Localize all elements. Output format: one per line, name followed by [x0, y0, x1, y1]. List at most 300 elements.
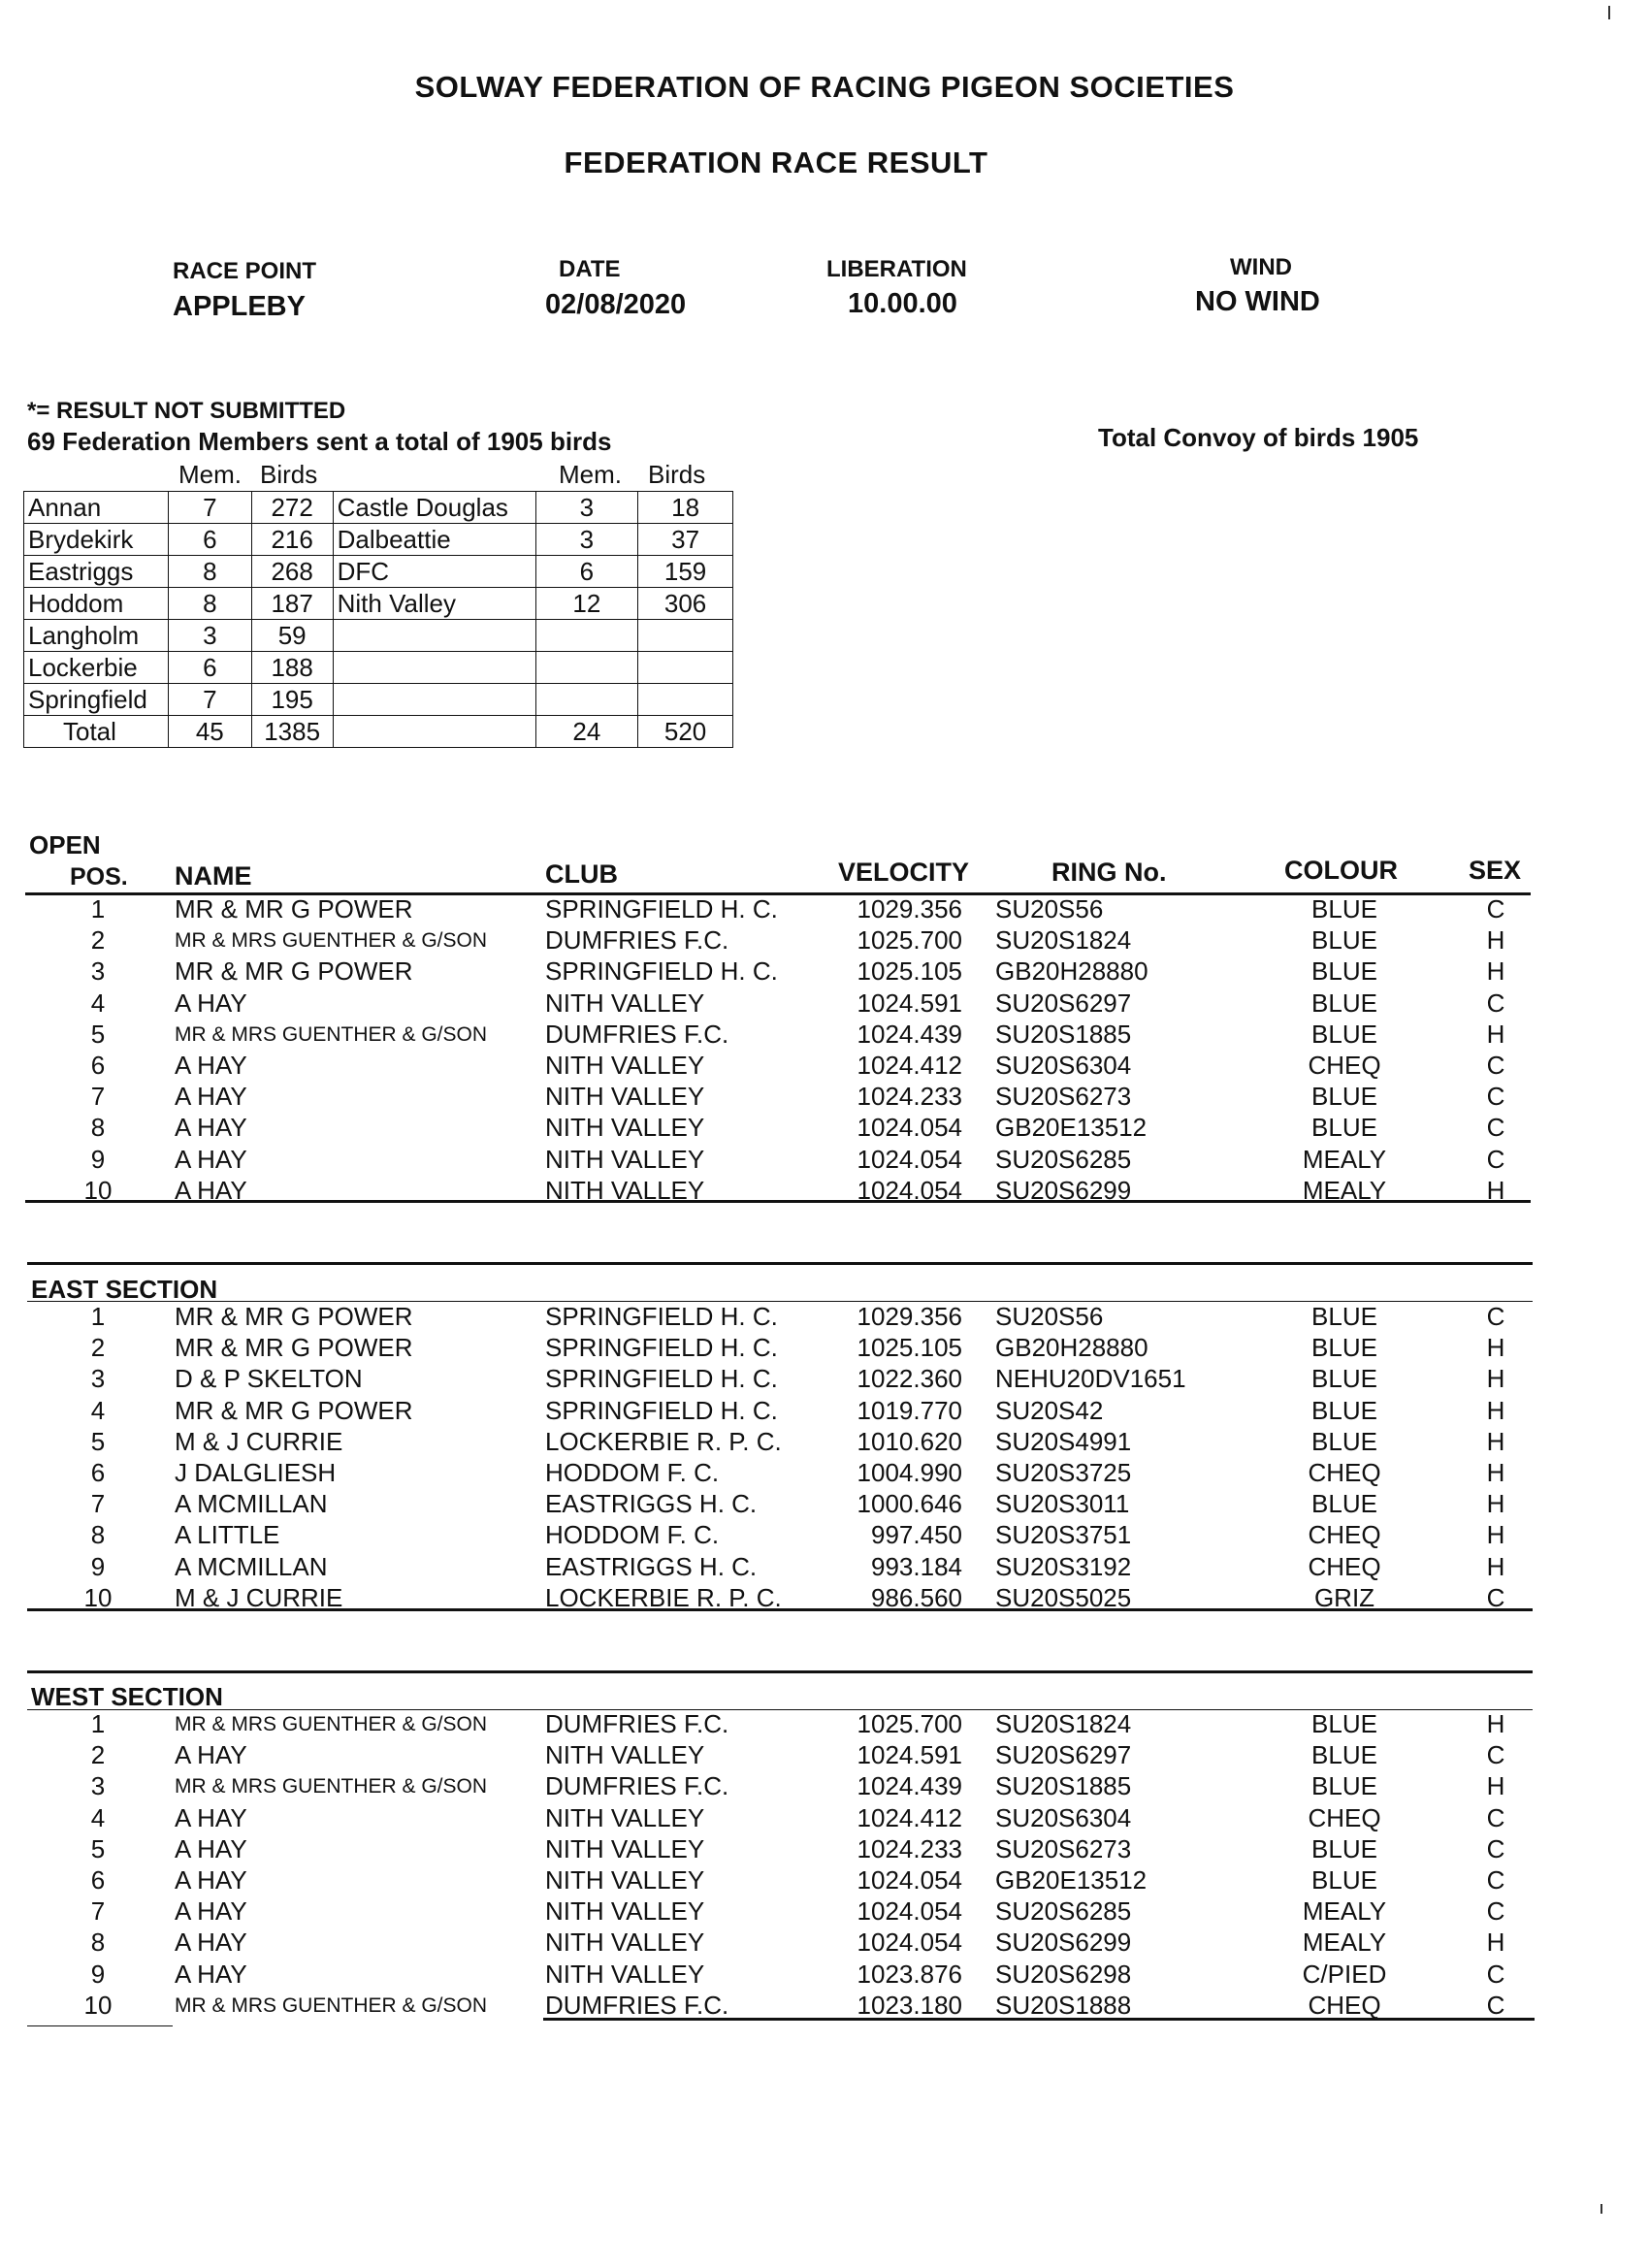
org-title: SOLWAY FEDERATION OF RACING PIGEON SOCIETIES [414, 70, 1235, 104]
position: 6 [90, 1865, 106, 1895]
club-name: NITH VALLEY [545, 1833, 705, 1863]
velocity: 1025.105 [857, 956, 962, 987]
member-count: 3 [168, 620, 251, 652]
velocity: 1024.054 [857, 1896, 962, 1927]
result-row [0, 894, 1649, 925]
position: 6 [90, 1458, 106, 1487]
scan-mark [1600, 2204, 1602, 2214]
ring-number: SU20S3725 [995, 1458, 1132, 1487]
fancier-name: A MCMILLAN [175, 1489, 328, 1519]
ring-number: GB20H28880 [995, 1333, 1148, 1363]
position: 4 [90, 1802, 106, 1832]
col-ring-header: RING No. [1051, 858, 1167, 887]
position: 2 [90, 1740, 106, 1770]
bird-colour: CHEQ [1308, 1802, 1381, 1832]
ring-number: SU20S3751 [995, 1520, 1132, 1550]
result-row [0, 1896, 1649, 1928]
west-bottom-rule-left [27, 2025, 173, 2026]
ring-number: SU20S6297 [995, 988, 1132, 1018]
fancier-name: MR & MRS GUENTHER & G/SON [175, 1022, 488, 1046]
bird-colour: BLUE [1311, 1771, 1377, 1801]
race-point-label: RACE POINT [173, 258, 317, 284]
ring-number: SU20S1824 [995, 1709, 1132, 1738]
bird-sex: C [1486, 1802, 1505, 1832]
position: 4 [90, 988, 106, 1018]
bird-colour: MEALY [1302, 1175, 1387, 1205]
bird-sex: H [1486, 1709, 1505, 1738]
result-row [0, 1991, 1649, 2022]
velocity: 1024.591 [857, 988, 962, 1018]
members-table-row [24, 588, 733, 620]
position: 5 [90, 1019, 106, 1049]
club-name: Total [24, 716, 169, 748]
velocity: 1024.233 [857, 1082, 962, 1112]
ring-number: GB20H28880 [995, 956, 1148, 987]
velocity: 1025.700 [857, 925, 962, 956]
bird-sex: C [1486, 1990, 1505, 2020]
doc-title: FEDERATION RACE RESULT [564, 146, 988, 179]
result-row [0, 1834, 1649, 1865]
bird-sex: H [1486, 956, 1505, 987]
velocity: 1024.054 [857, 1144, 962, 1174]
member-count [535, 684, 638, 716]
result-row [0, 1458, 1649, 1489]
club-name [333, 620, 535, 652]
velocity: 1019.770 [857, 1395, 962, 1425]
club-name: Brydekirk [24, 524, 169, 556]
bird-sex: H [1486, 1520, 1505, 1550]
position: 8 [90, 1113, 106, 1143]
position: 4 [90, 1395, 106, 1425]
members-table [23, 491, 733, 748]
fancier-name: A HAY [175, 1959, 247, 1989]
ring-number: SU20S6273 [995, 1833, 1132, 1863]
members-table-row [24, 684, 733, 716]
club-name: SPRINGFIELD H. C. [545, 1333, 778, 1363]
ring-number: SU20S3011 [995, 1489, 1130, 1519]
club-name: Hoddom [24, 588, 169, 620]
bird-sex: C [1486, 1959, 1505, 1989]
bird-colour: CHEQ [1308, 1520, 1381, 1550]
club-name: NITH VALLEY [545, 1144, 705, 1174]
wind-label: WIND [1230, 254, 1292, 280]
bird-count: 1385 [251, 716, 333, 748]
member-count [535, 652, 638, 684]
velocity: 1024.439 [857, 1019, 962, 1049]
result-row [0, 956, 1649, 988]
fancier-name: A HAY [175, 1175, 247, 1205]
result-row [0, 1928, 1649, 1959]
club-name: Lockerbie [24, 652, 169, 684]
bird-sex: H [1486, 1551, 1505, 1581]
wind-value: NO WIND [1195, 286, 1320, 317]
velocity: 1004.990 [857, 1458, 962, 1487]
bird-sex: H [1486, 1333, 1505, 1363]
ring-number: SU20S6304 [995, 1051, 1132, 1080]
bird-sex: C [1486, 988, 1505, 1018]
member-count: 6 [535, 556, 638, 588]
position: 3 [90, 1364, 106, 1394]
velocity: 1025.105 [857, 1333, 962, 1363]
club-name: DUMFRIES F.C. [545, 1990, 729, 2020]
bird-count [638, 652, 733, 684]
bird-colour: MEALY [1302, 1928, 1387, 1958]
bird-colour: BLUE [1311, 1082, 1377, 1112]
bird-sex: H [1486, 1175, 1505, 1205]
date-label: DATE [559, 256, 621, 282]
bird-count: 272 [251, 492, 333, 524]
club-name: NITH VALLEY [545, 988, 705, 1018]
bird-sex: H [1486, 1458, 1505, 1487]
position: 3 [90, 956, 106, 987]
col-name-header: NAME [175, 861, 252, 891]
fancier-name: A HAY [175, 1896, 247, 1927]
bird-colour: BLUE [1311, 894, 1377, 923]
position: 1 [90, 894, 106, 923]
ring-number: SU20S6285 [995, 1896, 1132, 1927]
bird-colour: BLUE [1311, 956, 1377, 987]
velocity: 1024.054 [857, 1865, 962, 1895]
east-bottom-rule [27, 1608, 1533, 1611]
result-row [0, 1427, 1649, 1458]
bird-count: 306 [638, 588, 733, 620]
club-name: NITH VALLEY [545, 1865, 705, 1895]
fancier-name: A HAY [175, 1051, 247, 1080]
result-row [0, 1302, 1649, 1333]
result-row [0, 1803, 1649, 1834]
members-table-row [24, 652, 733, 684]
west-top-rule [27, 1670, 1533, 1673]
fancier-name: A LITTLE [175, 1520, 280, 1550]
bird-colour: C/PIED [1302, 1959, 1387, 1989]
west-section-title: WEST SECTION [31, 1682, 223, 1711]
bird-colour: BLUE [1311, 1740, 1377, 1770]
members-table-row [24, 716, 733, 748]
position: 6 [90, 1051, 106, 1080]
position: 8 [90, 1928, 106, 1958]
ring-number: SU20S1885 [995, 1019, 1132, 1049]
members-table-row [24, 492, 733, 524]
members-table-row [24, 620, 733, 652]
member-count: 3 [535, 492, 638, 524]
ring-number: SU20S1824 [995, 925, 1132, 956]
bird-colour: BLUE [1311, 1364, 1377, 1394]
club-name: DUMFRIES F.C. [545, 1709, 729, 1738]
fancier-name: A HAY [175, 988, 247, 1018]
club-name: DUMFRIES F.C. [545, 1771, 729, 1801]
result-row [0, 1396, 1649, 1427]
position: 10 [83, 1175, 113, 1205]
club-name: SPRINGFIELD H. C. [545, 1364, 778, 1394]
bird-count: 18 [638, 492, 733, 524]
velocity: 1024.439 [857, 1771, 962, 1801]
col-club-header: CLUB [545, 859, 618, 889]
club-name: Annan [24, 492, 169, 524]
club-name: Langholm [24, 620, 169, 652]
fancier-name: A HAY [175, 1865, 247, 1895]
club-name: Springfield [24, 684, 169, 716]
club-name: HODDOM F. C. [545, 1458, 720, 1487]
position: 9 [90, 1959, 106, 1989]
col-sex-header: SEX [1469, 856, 1522, 885]
position: 9 [90, 1144, 106, 1174]
mem-header-left: Mem. [178, 460, 242, 489]
member-count: 7 [168, 684, 251, 716]
ring-number: SU20S1885 [995, 1771, 1132, 1801]
fancier-name: MR & MR G POWER [175, 956, 413, 987]
club-name: DUMFRIES F.C. [545, 1019, 729, 1049]
result-row [0, 1520, 1649, 1551]
bird-count: 187 [251, 588, 333, 620]
bird-colour: GRIZ [1313, 1582, 1375, 1612]
bird-colour: BLUE [1311, 1489, 1377, 1519]
club-name: DUMFRIES F.C. [545, 925, 729, 956]
club-name: HODDOM F. C. [545, 1520, 720, 1550]
liberation-value: 10.00.00 [848, 288, 957, 319]
club-name: NITH VALLEY [545, 1896, 705, 1927]
bird-sex: C [1486, 1302, 1505, 1331]
east-top-rule [27, 1262, 1533, 1265]
bird-count: 216 [251, 524, 333, 556]
fancier-name: D & P SKELTON [175, 1364, 363, 1394]
bird-colour: MEALY [1302, 1144, 1387, 1174]
col-colour-header: COLOUR [1284, 856, 1398, 885]
bird-sex: C [1486, 1582, 1505, 1612]
bird-count: 37 [638, 524, 733, 556]
bird-sex: H [1486, 1019, 1505, 1049]
member-count: 45 [168, 716, 251, 748]
velocity: 1024.054 [857, 1113, 962, 1143]
velocity: 1022.360 [857, 1364, 962, 1394]
birds-header-right: Birds [648, 460, 706, 489]
member-count: 3 [535, 524, 638, 556]
bird-sex: C [1486, 1144, 1505, 1174]
bird-sex: H [1486, 1395, 1505, 1425]
bird-count [638, 684, 733, 716]
result-row [0, 1771, 1649, 1802]
result-row [0, 988, 1649, 1020]
bird-count: 195 [251, 684, 333, 716]
fancier-name: MR & MR G POWER [175, 1302, 413, 1331]
velocity: 1025.700 [857, 1709, 962, 1738]
ring-number: SU20S6304 [995, 1802, 1132, 1832]
result-row [0, 1051, 1649, 1082]
fancier-name: A HAY [175, 1928, 247, 1958]
club-name: DFC [333, 556, 535, 588]
liberation-label: LIBERATION [826, 256, 967, 282]
bird-sex: C [1486, 1896, 1505, 1927]
position: 2 [90, 925, 106, 956]
bird-count: 188 [251, 652, 333, 684]
mem-header-right: Mem. [559, 460, 622, 489]
member-count: 7 [168, 492, 251, 524]
total-convoy: Total Convoy of birds 1905 [1098, 423, 1419, 452]
fancier-name: M & J CURRIE [175, 1426, 343, 1456]
bird-sex: H [1486, 1489, 1505, 1519]
club-name: LOCKERBIE R. P. C. [545, 1426, 782, 1456]
bird-count: 59 [251, 620, 333, 652]
member-count: 8 [168, 556, 251, 588]
club-name: NITH VALLEY [545, 1051, 705, 1080]
fancier-name: MR & MR G POWER [175, 1333, 413, 1363]
member-count: 6 [168, 524, 251, 556]
fancier-name: A HAY [175, 1740, 247, 1770]
bird-sex: H [1486, 1771, 1505, 1801]
fancier-name: A HAY [175, 1144, 247, 1174]
velocity: 1029.356 [857, 894, 962, 923]
ring-number: SU20S6299 [995, 1928, 1132, 1958]
result-row [0, 925, 1649, 956]
fancier-name: MR & MRS GUENTHER & G/SON [175, 929, 488, 953]
bird-colour: BLUE [1311, 1426, 1377, 1456]
position: 7 [90, 1082, 106, 1112]
velocity: 1023.876 [857, 1959, 962, 1989]
race-point-value: APPLEBY [173, 291, 306, 322]
bird-sex: H [1486, 1928, 1505, 1958]
result-row [0, 1082, 1649, 1113]
fancier-name: A HAY [175, 1833, 247, 1863]
club-name: Castle Douglas [333, 492, 535, 524]
club-name: EASTRIGGS H. C. [545, 1551, 758, 1581]
result-row [0, 1145, 1649, 1176]
ring-number: SU20S56 [995, 1302, 1104, 1331]
result-row [0, 1364, 1649, 1395]
result-row [0, 1740, 1649, 1771]
members-table-row [24, 556, 733, 588]
bird-colour: BLUE [1311, 1865, 1377, 1895]
ring-number: SU20S6298 [995, 1959, 1132, 1989]
position: 8 [90, 1520, 106, 1550]
club-name [333, 716, 535, 748]
scan-mark [1608, 6, 1610, 19]
club-name: SPRINGFIELD H. C. [545, 1395, 778, 1425]
position: 9 [90, 1551, 106, 1581]
bird-colour: BLUE [1311, 1019, 1377, 1049]
result-row [0, 1489, 1649, 1520]
bird-colour: MEALY [1302, 1896, 1387, 1927]
fancier-name: A HAY [175, 1113, 247, 1143]
ring-number: GB20E13512 [995, 1865, 1148, 1895]
club-name [333, 652, 535, 684]
fancier-name: MR & MR G POWER [175, 1395, 413, 1425]
bird-colour: BLUE [1311, 988, 1377, 1018]
bird-sex: H [1486, 1364, 1505, 1394]
ring-number: SU20S6299 [995, 1175, 1132, 1205]
result-row [0, 1020, 1649, 1051]
member-count: 6 [168, 652, 251, 684]
fancier-name: J DALGLIESH [175, 1458, 337, 1487]
position: 1 [90, 1302, 106, 1331]
club-name: NITH VALLEY [545, 1740, 705, 1770]
velocity: 1024.054 [857, 1175, 962, 1205]
position: 7 [90, 1489, 106, 1519]
club-name: Eastriggs [24, 556, 169, 588]
club-name: Nith Valley [333, 588, 535, 620]
club-name: SPRINGFIELD H. C. [545, 1302, 778, 1331]
date-value: 02/08/2020 [545, 289, 687, 320]
ring-number: SU20S42 [995, 1395, 1104, 1425]
club-name: NITH VALLEY [545, 1113, 705, 1143]
birds-header-left: Birds [260, 460, 318, 489]
fancier-name: M & J CURRIE [175, 1582, 343, 1612]
club-name: EASTRIGGS H. C. [545, 1489, 758, 1519]
ring-number: SU20S3192 [995, 1551, 1132, 1581]
velocity: 997.450 [871, 1520, 962, 1550]
member-count [535, 620, 638, 652]
bird-sex: C [1486, 1082, 1505, 1112]
position: 5 [90, 1426, 106, 1456]
member-count: 24 [535, 716, 638, 748]
position: 3 [90, 1771, 106, 1801]
club-name: NITH VALLEY [545, 1082, 705, 1112]
ring-number: SU20S1888 [995, 1990, 1132, 2020]
bird-sex: C [1486, 1865, 1505, 1895]
club-name: NITH VALLEY [545, 1959, 705, 1989]
position: 2 [90, 1333, 106, 1363]
result-row [0, 1333, 1649, 1364]
fancier-name: A HAY [175, 1082, 247, 1112]
velocity: 1024.412 [857, 1802, 962, 1832]
fancier-name: MR & MR G POWER [175, 894, 413, 923]
east-section-title: EAST SECTION [31, 1275, 218, 1304]
col-velocity-header: VELOCITY [838, 858, 970, 887]
col-pos-header: POS. [70, 863, 128, 891]
bird-colour: BLUE [1311, 1395, 1377, 1425]
bird-sex: H [1486, 1426, 1505, 1456]
fancier-name: A MCMILLAN [175, 1551, 328, 1581]
bird-colour: BLUE [1311, 925, 1377, 956]
result-row [0, 1709, 1649, 1740]
bird-colour: CHEQ [1308, 1990, 1381, 2020]
fancier-name: A HAY [175, 1802, 247, 1832]
bird-colour: BLUE [1311, 1113, 1377, 1143]
bird-colour: BLUE [1311, 1333, 1377, 1363]
velocity: 1029.356 [857, 1302, 962, 1331]
velocity: 986.560 [871, 1582, 962, 1612]
ring-number: GB20E13512 [995, 1113, 1148, 1143]
result-row [0, 1113, 1649, 1144]
ring-number: SU20S6297 [995, 1740, 1132, 1770]
member-count: 12 [535, 588, 638, 620]
position: 10 [83, 1990, 113, 2020]
position: 10 [83, 1582, 113, 1612]
position: 1 [90, 1709, 106, 1738]
bird-count [638, 620, 733, 652]
position: 5 [90, 1833, 106, 1863]
ring-number: SU20S6273 [995, 1082, 1132, 1112]
club-name: NITH VALLEY [545, 1802, 705, 1832]
velocity: 1023.180 [857, 1990, 962, 2020]
bird-sex: C [1486, 1740, 1505, 1770]
bird-colour: CHEQ [1308, 1051, 1381, 1080]
fancier-name: MR & MRS GUENTHER & G/SON [175, 1713, 488, 1735]
velocity: 1024.054 [857, 1928, 962, 1958]
member-count: 8 [168, 588, 251, 620]
club-name: SPRINGFIELD H. C. [545, 894, 778, 923]
not-submitted-note: *= RESULT NOT SUBMITTED [27, 398, 346, 424]
club-name: SPRINGFIELD H. C. [545, 956, 778, 987]
members-summary: 69 Federation Members sent a total of 1905 birds [27, 427, 612, 456]
bird-colour: CHEQ [1308, 1551, 1381, 1581]
velocity: 993.184 [871, 1551, 962, 1581]
ring-number: SU20S4991 [995, 1426, 1132, 1456]
west-bottom-rule-right [543, 2018, 1535, 2021]
fancier-name: MR & MRS GUENTHER & G/SON [175, 1775, 488, 1798]
velocity: 1024.412 [857, 1051, 962, 1080]
open-bottom-rule [25, 1200, 1531, 1203]
ring-number: NEHU20DV1651 [995, 1364, 1186, 1394]
bird-colour: CHEQ [1308, 1458, 1381, 1487]
